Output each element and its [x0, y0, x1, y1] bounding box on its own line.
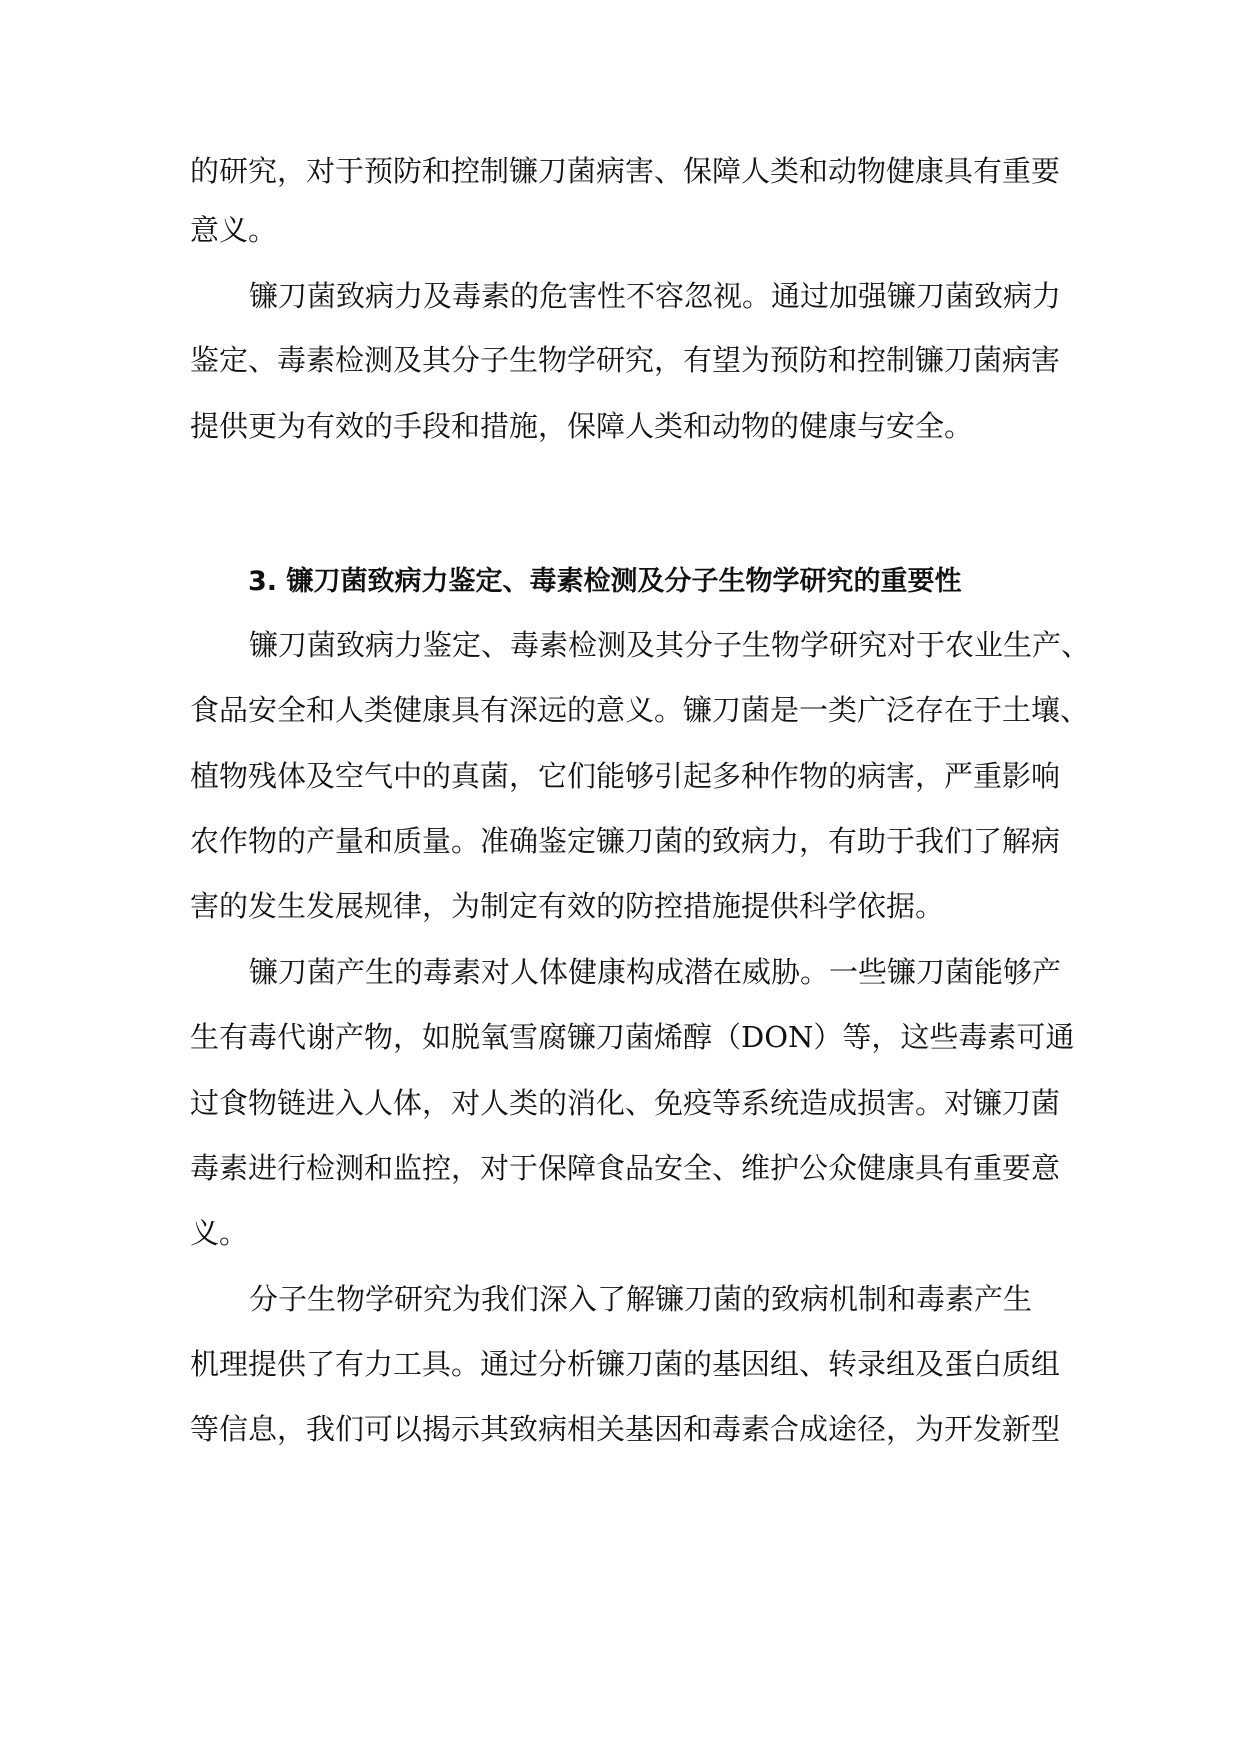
text-line: 镰刀菌产生的毒素对人体健康构成潜在威胁。一些镰刀菌能够产	[249, 955, 1062, 989]
text-line: 毒素进行检测和监控，对于保障食品安全、维护公众健康具有重要意	[190, 1151, 1061, 1185]
text-line: 镰刀菌致病力及毒素的危害性不容忽视。通过加强镰刀菌致病力	[249, 279, 1062, 313]
text-line: 镰刀菌致病力鉴定、毒素检测及其分子生物学研究对于农业生产、	[249, 628, 1091, 662]
text-line: 义。	[190, 1216, 249, 1250]
text-line: 过食物链进入人体，对人类的消化、免疫等系统造成损害。对镰刀菌	[190, 1086, 1061, 1120]
text-line: 生有毒代谢产物，如脱氧雪腐镰刀菌烯醇（DON）等，这些毒素可通	[190, 1020, 1075, 1054]
text-line: 的研究，对于预防和控制镰刀菌病害、保障人类和动物健康具有重要	[190, 154, 1061, 188]
text-line: 提供更为有效的手段和措施，保障人类和动物的健康与安全。	[190, 409, 974, 443]
text-line: 农作物的产量和质量。准确鉴定镰刀菌的致病力，有助于我们了解病	[190, 824, 1061, 858]
text-line: 害的发生发展规律，为制定有效的防控措施提供科学依据。	[190, 889, 945, 923]
section-heading: 3. 镰刀菌致病力鉴定、毒素检测及分子生物学研究的重要性	[248, 566, 962, 597]
text-line: 等信息，我们可以揭示其致病相关基因和毒素合成途径，为开发新型	[190, 1412, 1061, 1446]
text-line: 意义。	[190, 213, 278, 247]
text-line: 机理提供了有力工具。通过分析镰刀菌的基因组、转录组及蛋白质组	[190, 1347, 1061, 1381]
text-line: 鉴定、毒素检测及其分子生物学研究，有望为预防和控制镰刀菌病害	[190, 343, 1061, 377]
text-line: 分子生物学研究为我们深入了解镰刀菌的致病机制和毒素产生	[249, 1282, 1033, 1316]
text-line: 食品安全和人类健康具有深远的意义。镰刀菌是一类广泛存在于土壤、	[190, 693, 1090, 727]
text-line: 植物残体及空气中的真菌，它们能够引起多种作物的病害，严重影响	[190, 759, 1061, 793]
